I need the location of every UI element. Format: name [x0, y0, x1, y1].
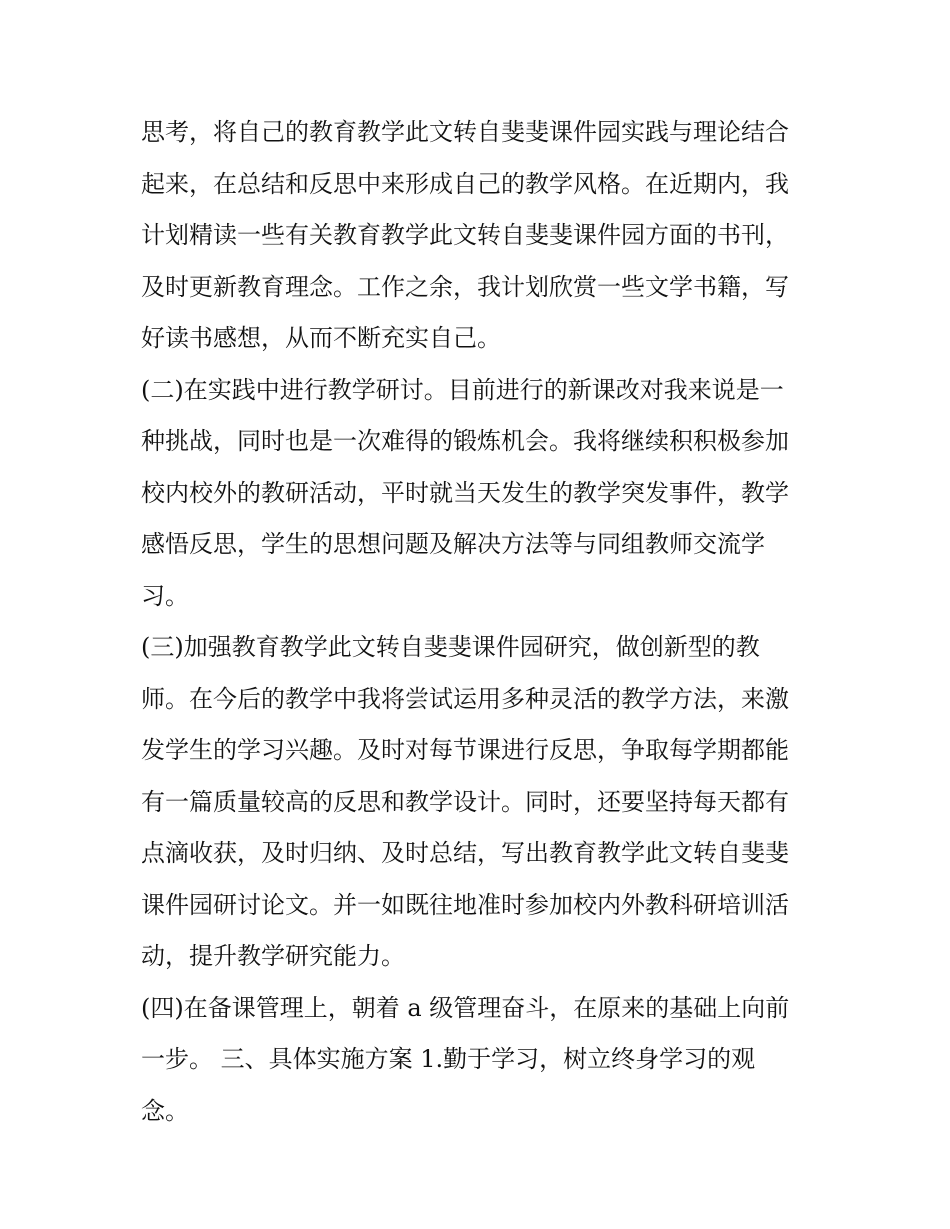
text-line: 及时更新教育理念。工作之余，我计划欣赏一些文学书籍，写: [141, 272, 789, 301]
text-line: 习。: [141, 581, 189, 610]
text-line: 校内校外的教研活动，平时就当天发生的教学突发事件，教学: [141, 478, 789, 507]
text-line: 念。: [141, 1096, 189, 1125]
text-line: 师。在今后的教学中我将尝试运用多种灵活的教学方法，来激: [141, 684, 789, 713]
body-text: [141, 107, 821, 1137]
text-line: 好读书感想，从而不断充实自己。: [141, 324, 501, 352]
text-line: 种挑战，同时也是一次难得的锻炼机会。我将继续积积极参加: [141, 427, 789, 455]
text-line: 感悟反思，学生的思想问题及解决方法等与同组教师交流学: [141, 530, 765, 558]
text-line: (三)加强教育教学此文转自斐斐课件园研究，做创新型的教: [141, 633, 760, 661]
text-line: 起来，在总结和反思中来形成自己的教学风格。在近期内，我: [141, 169, 789, 198]
text-line: 发学生的学习兴趣。及时对每节课进行反思，争取每学期都能: [141, 736, 789, 764]
text-line: (二)在实践中进行教学研讨。目前进行的新课改对我来说是一: [141, 375, 784, 404]
text-line: 动，提升教学研究能力。: [141, 942, 405, 970]
text-line: 点滴收获，及时归纳、及时总结，写出教育教学此文转自斐斐: [141, 839, 789, 867]
text-line: 计划精读一些有关教育教学此文转自斐斐课件园方面的书刊，: [141, 221, 789, 249]
text-line: (四)在备课管理上，朝着 a 级管理奋斗，在原来的基础上向前: [141, 993, 790, 1022]
text-line: 课件园研讨论文。并一如既往地准时参加校内外教科研培训活: [141, 890, 789, 919]
text-line: 有一篇质量较高的反思和教学设计。同时，还要坚持每天都有: [141, 787, 789, 816]
text-line: 思考，将自己的教育教学此文转自斐斐课件园实践与理论结合: [141, 118, 789, 146]
text-line: 一步。 三、具体实施方案 1.勤于学习，树立终身学习的观: [141, 1045, 756, 1073]
